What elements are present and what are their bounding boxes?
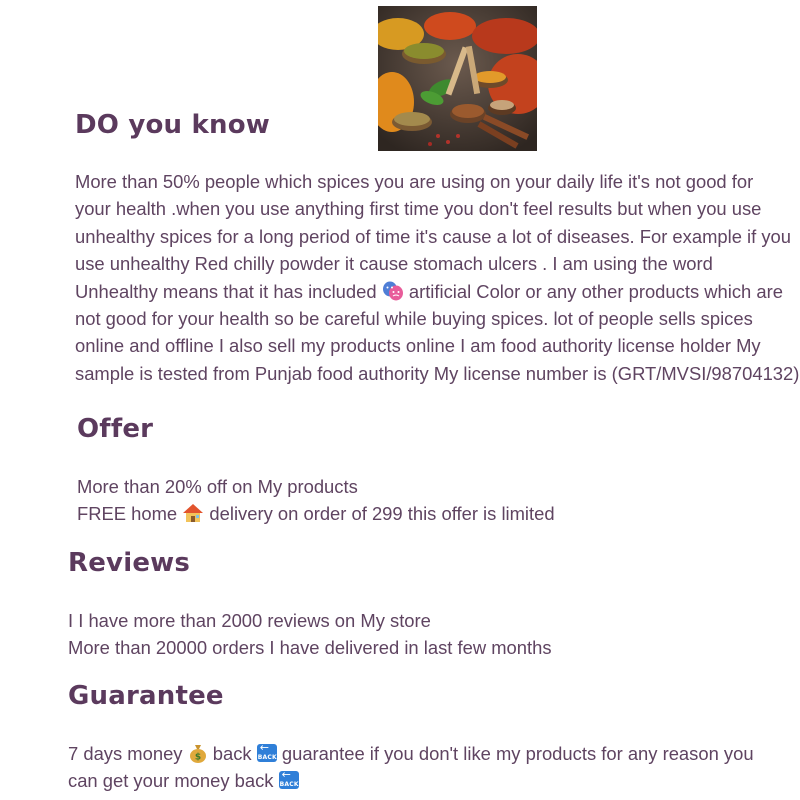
guarantee-text: back (212, 743, 252, 764)
reviews-line: More than 20000 orders I have delivered in last few months (68, 637, 552, 659)
section-heading-offer: Offer (77, 414, 154, 444)
back-arrow-icon: ← BACK (279, 768, 299, 789)
paragraph-text: Unhealthy means that it has included (75, 280, 377, 302)
back-arrow-icon: ← BACK (257, 741, 277, 761)
house-icon (182, 503, 204, 523)
paragraph-line (75, 278, 799, 305)
paragraph-line: More than 50% people which spices you are using on your daily life it's not good for (75, 171, 754, 192)
guarantee-line (68, 740, 754, 767)
guarantee-text: 7 days money (68, 743, 183, 764)
back-badge-text: BACK (279, 781, 299, 789)
guarantee-paragraph (68, 740, 754, 795)
paragraph-line: not good for your health so be careful while buying spices. lot of people sells spices (75, 308, 753, 330)
performing-arts-masks-icon (382, 281, 404, 301)
offer-line (77, 500, 555, 527)
offer-text: delivery on order of 299 this offer is limited (209, 503, 555, 525)
offer-line: More than 20% off on My products (77, 476, 358, 497)
paragraph-line: use unhealthy Red chilly powder it cause stomach ulcers . I am using the word (75, 253, 713, 275)
spices-image (378, 6, 537, 151)
svg-text:$: $ (194, 752, 201, 763)
section-heading-reviews: Reviews (68, 548, 191, 578)
guarantee-text: guarantee if you don't like my products for any reason you (281, 743, 754, 764)
paragraph-text: artificial Color or any other products which are (408, 280, 783, 302)
do-you-know-paragraph (75, 168, 799, 387)
reviews-paragraph (68, 607, 552, 662)
guarantee-line (68, 767, 754, 794)
reviews-line: I I have more than 2000 reviews on My store (68, 610, 431, 631)
money-bag-icon (188, 743, 208, 763)
paragraph-line: your health .when you use anything first time you don't feel results but when you use (75, 198, 762, 220)
back-badge-text: BACK (257, 754, 277, 761)
paragraph-line: online and offline I also sell my products online I am food authority license holder My (75, 335, 761, 357)
offer-text: FREE home (77, 503, 178, 525)
guarantee-text: can get your money back (68, 770, 274, 792)
offer-paragraph (77, 473, 555, 528)
section-heading-do-you-know: DO you know (75, 110, 270, 140)
section-heading-guarantee: Guarantee (68, 681, 224, 711)
spices-photo-illustration (378, 6, 537, 151)
paragraph-line: unhealthy spices for a long period of time it's cause a lot of diseases. For example if you (75, 225, 792, 247)
paragraph-line: sample is tested from Punjab food authority My license number is (GRT/MVSI/98704132) (75, 362, 800, 384)
